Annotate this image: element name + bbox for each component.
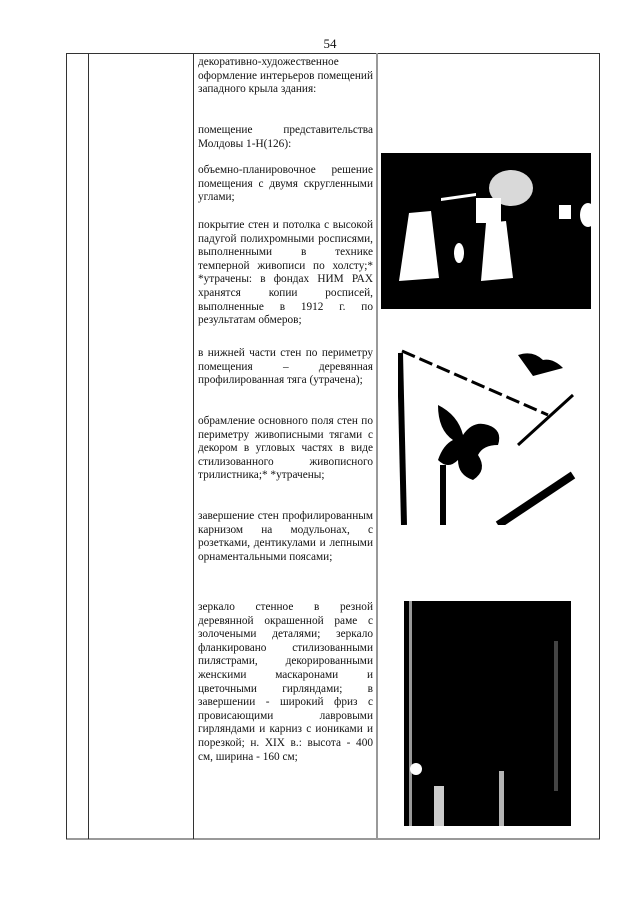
- page-number: 54: [323, 36, 337, 51]
- table-bottom-border: [66, 838, 600, 840]
- column-divider-2: [193, 53, 194, 839]
- column-divider-1: [88, 53, 89, 839]
- paragraph-room-plan: объемно-планировочное решение помещения с двумя скругленными углами;: [198, 164, 373, 204]
- paragraph-cornice: завершение стен профилированным карнизом на модульонах, с розетками, дентикулами и лепными орнаментальными поясами;: [198, 510, 373, 563]
- photo-wall-mirror: [404, 601, 571, 826]
- paragraph-wall-ceiling: покрытие стен и потолка с высокой падугой полихромными росписями, выполненными в технике темперной живописи по холсту;* *утрачены: в фондах НИМ РАХ хранятся копии росписей, выполненные в 1912 г. по результатам обмеров;: [198, 219, 373, 327]
- paragraph-interior-decoration: декоративно-художественное оформление интерьеров помещений западного крыла здания:: [198, 56, 373, 96]
- table-top-border: [66, 53, 600, 54]
- table-right-border: [599, 53, 600, 839]
- paragraph-lower-wall: в нижней части стен по периметру помещения – деревянная профилированная тяга (утрачена);: [198, 347, 373, 387]
- column-divider-3: [376, 53, 378, 839]
- paragraph-mirror: зеркало стенное в резной деревянной окрашенной раме с золочеными деталями; зеркало фланкировано стилизованными пилястрами, декорированными женскими маскаронами и цветочными гирляндами; в завершении - широкий фриз с провисающими лавровыми гирляндами и карниз с иониками и порезкой; н. XIX в.: высота - 400 см, ширина - 160 см;: [198, 601, 373, 763]
- table-left-border: [66, 53, 67, 839]
- paragraph-moldova-room: помещение представительства Молдовы 1-Н(126):: [198, 124, 373, 150]
- paragraph-wall-frame: обрамление основного поля стен по периметру живописными тягами с декором в угловых частях в виде стилизованного живописного трилистника;* *утрачены;: [198, 415, 373, 482]
- photo-wall-ornament: [398, 345, 578, 525]
- photo-room-interior: [381, 153, 591, 309]
